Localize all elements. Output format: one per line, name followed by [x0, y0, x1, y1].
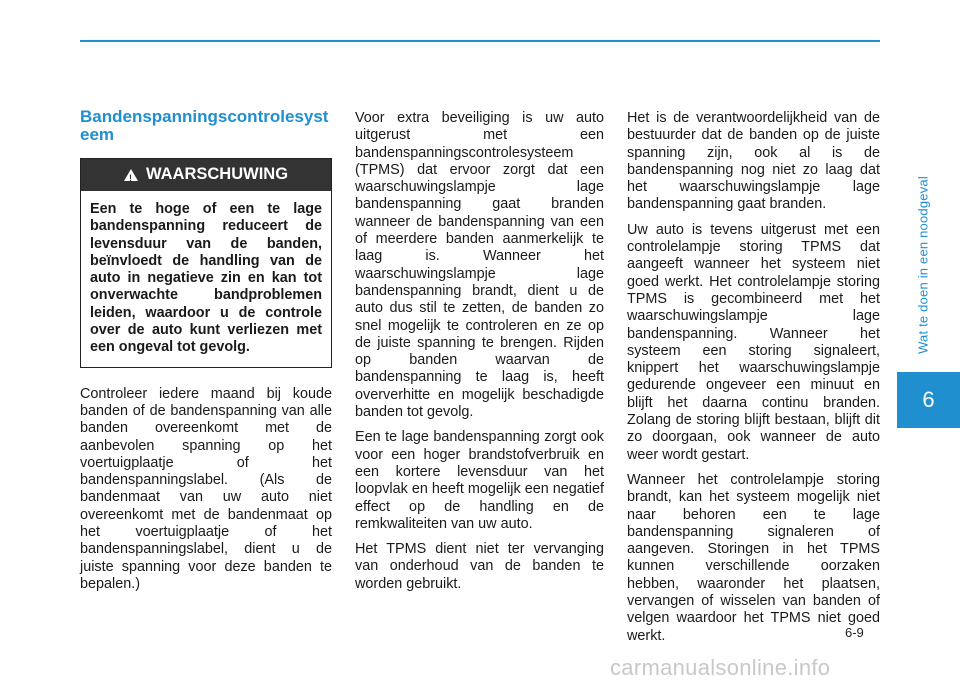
warning-triangle-icon [124, 169, 138, 181]
paragraph: Een te lage bandenspanning zorgt ook voor een hoger brandstofverbruik en een kortere levensduur van het loopvlak en heeft mogelijk een negatief effect op de handling en de remkwaliteiten van uw auto. [355, 429, 604, 532]
watermark: carmanualsonline.info [610, 655, 831, 680]
paragraph: Uw auto is tevens uitgerust met een controlelampje storing TPMS dat aangeeft wanneer het systeem niet goed werkt. Het controlelampje storing TPMS is gecombineerd met het waarschuwingslampje lage bandenspanning. Wanneer het systeem een storing signaleert, knippert het waarschuwingslampje gedurende ongeveer een minuut en blijft het daarna continu branden. Zolang de storing blijft bestaan, blijft dit zo doorgaan, ook wanneer de auto weer wordt gestart. [627, 221, 880, 463]
paragraph: Het TPMS dient niet ter vervanging van onderhoud van de banden te worden gebruikt. [355, 541, 604, 592]
header-rule [80, 40, 880, 42]
column-2 [355, 110, 604, 601]
chapter-title: Wat te doen in een noodgeval [915, 176, 931, 354]
column-1 [80, 108, 332, 601]
section-title: Bandenspanningscontrolesysteem [80, 107, 329, 144]
warning-header [81, 159, 331, 191]
warning-label: WAARSCHUWING [145, 165, 289, 184]
paragraph: Voor extra beveiliging is uw auto uitgerust met een bandenspanningscontrolesysteem (TPMS) dat ervoor zorgt dat een waarschuwingslampje lage bandenspanning gaat branden wanneer de bandenspanning van een of meerdere banden aanmerkelijk te laag is. Wanneer het waarschuwingslampje lage bandenspanning brandt, dient u de auto dus stil te zetten, de banden zo snel mogelijk te controleren en ze op de juiste spanning te brengen. Rijden op banden waarvan de bandenspanning te laag is, heeft oververhitte en mogelijk beschadigde banden tot gevolg. [355, 110, 604, 421]
chapter-number-tab: 6 [897, 372, 960, 428]
column-3 [627, 110, 880, 653]
paragraph: Wanneer het controlelampje storing brandt, kan het systeem mogelijk niet naar behoren een te lage bandenspanning signaleren of aangeven. Storingen in het TPMS kunnen verschillende oorzaken hebben, waaronder het plaatsen, vervangen of wisselen van banden of velgen waardoor het TPMS niet goed werkt. [627, 471, 880, 644]
page-number: 6-9 [845, 625, 864, 640]
warning-text: Een te hoge of een te lage bandenspanning reduceert de levensduur van de banden, beïnvloedt de handling van de auto in negatieve zin en kan tot onverwachte bandproblemen leiden, waardoor u de controle over de auto kunt verliezen met een ongeval tot gevolg. [90, 201, 322, 356]
chapter-title-vertical [893, 176, 953, 354]
paragraph: Het is de verantwoordelijkheid van de bestuurder dat de banden op de juiste spanning zijn, ook al is de bandenspanning nog niet zo laag dat het waarschuwingslampje lage bandenspanning gaat branden. [627, 110, 880, 213]
warning-box [80, 158, 332, 368]
paragraph: Controleer iedere maand bij koude banden of de bandenspanning van alle banden overeenkomt met de aanbevolen spanning op het voertuigplaatje of het bandenspanningslabel. (Als de bandenmaat van uw auto niet overeenkomt met de bandenmaat op het voertuigplaatje of het bandenspanningslabel, dient u de juiste spanning voor deze banden te bepalen.) [80, 385, 332, 592]
